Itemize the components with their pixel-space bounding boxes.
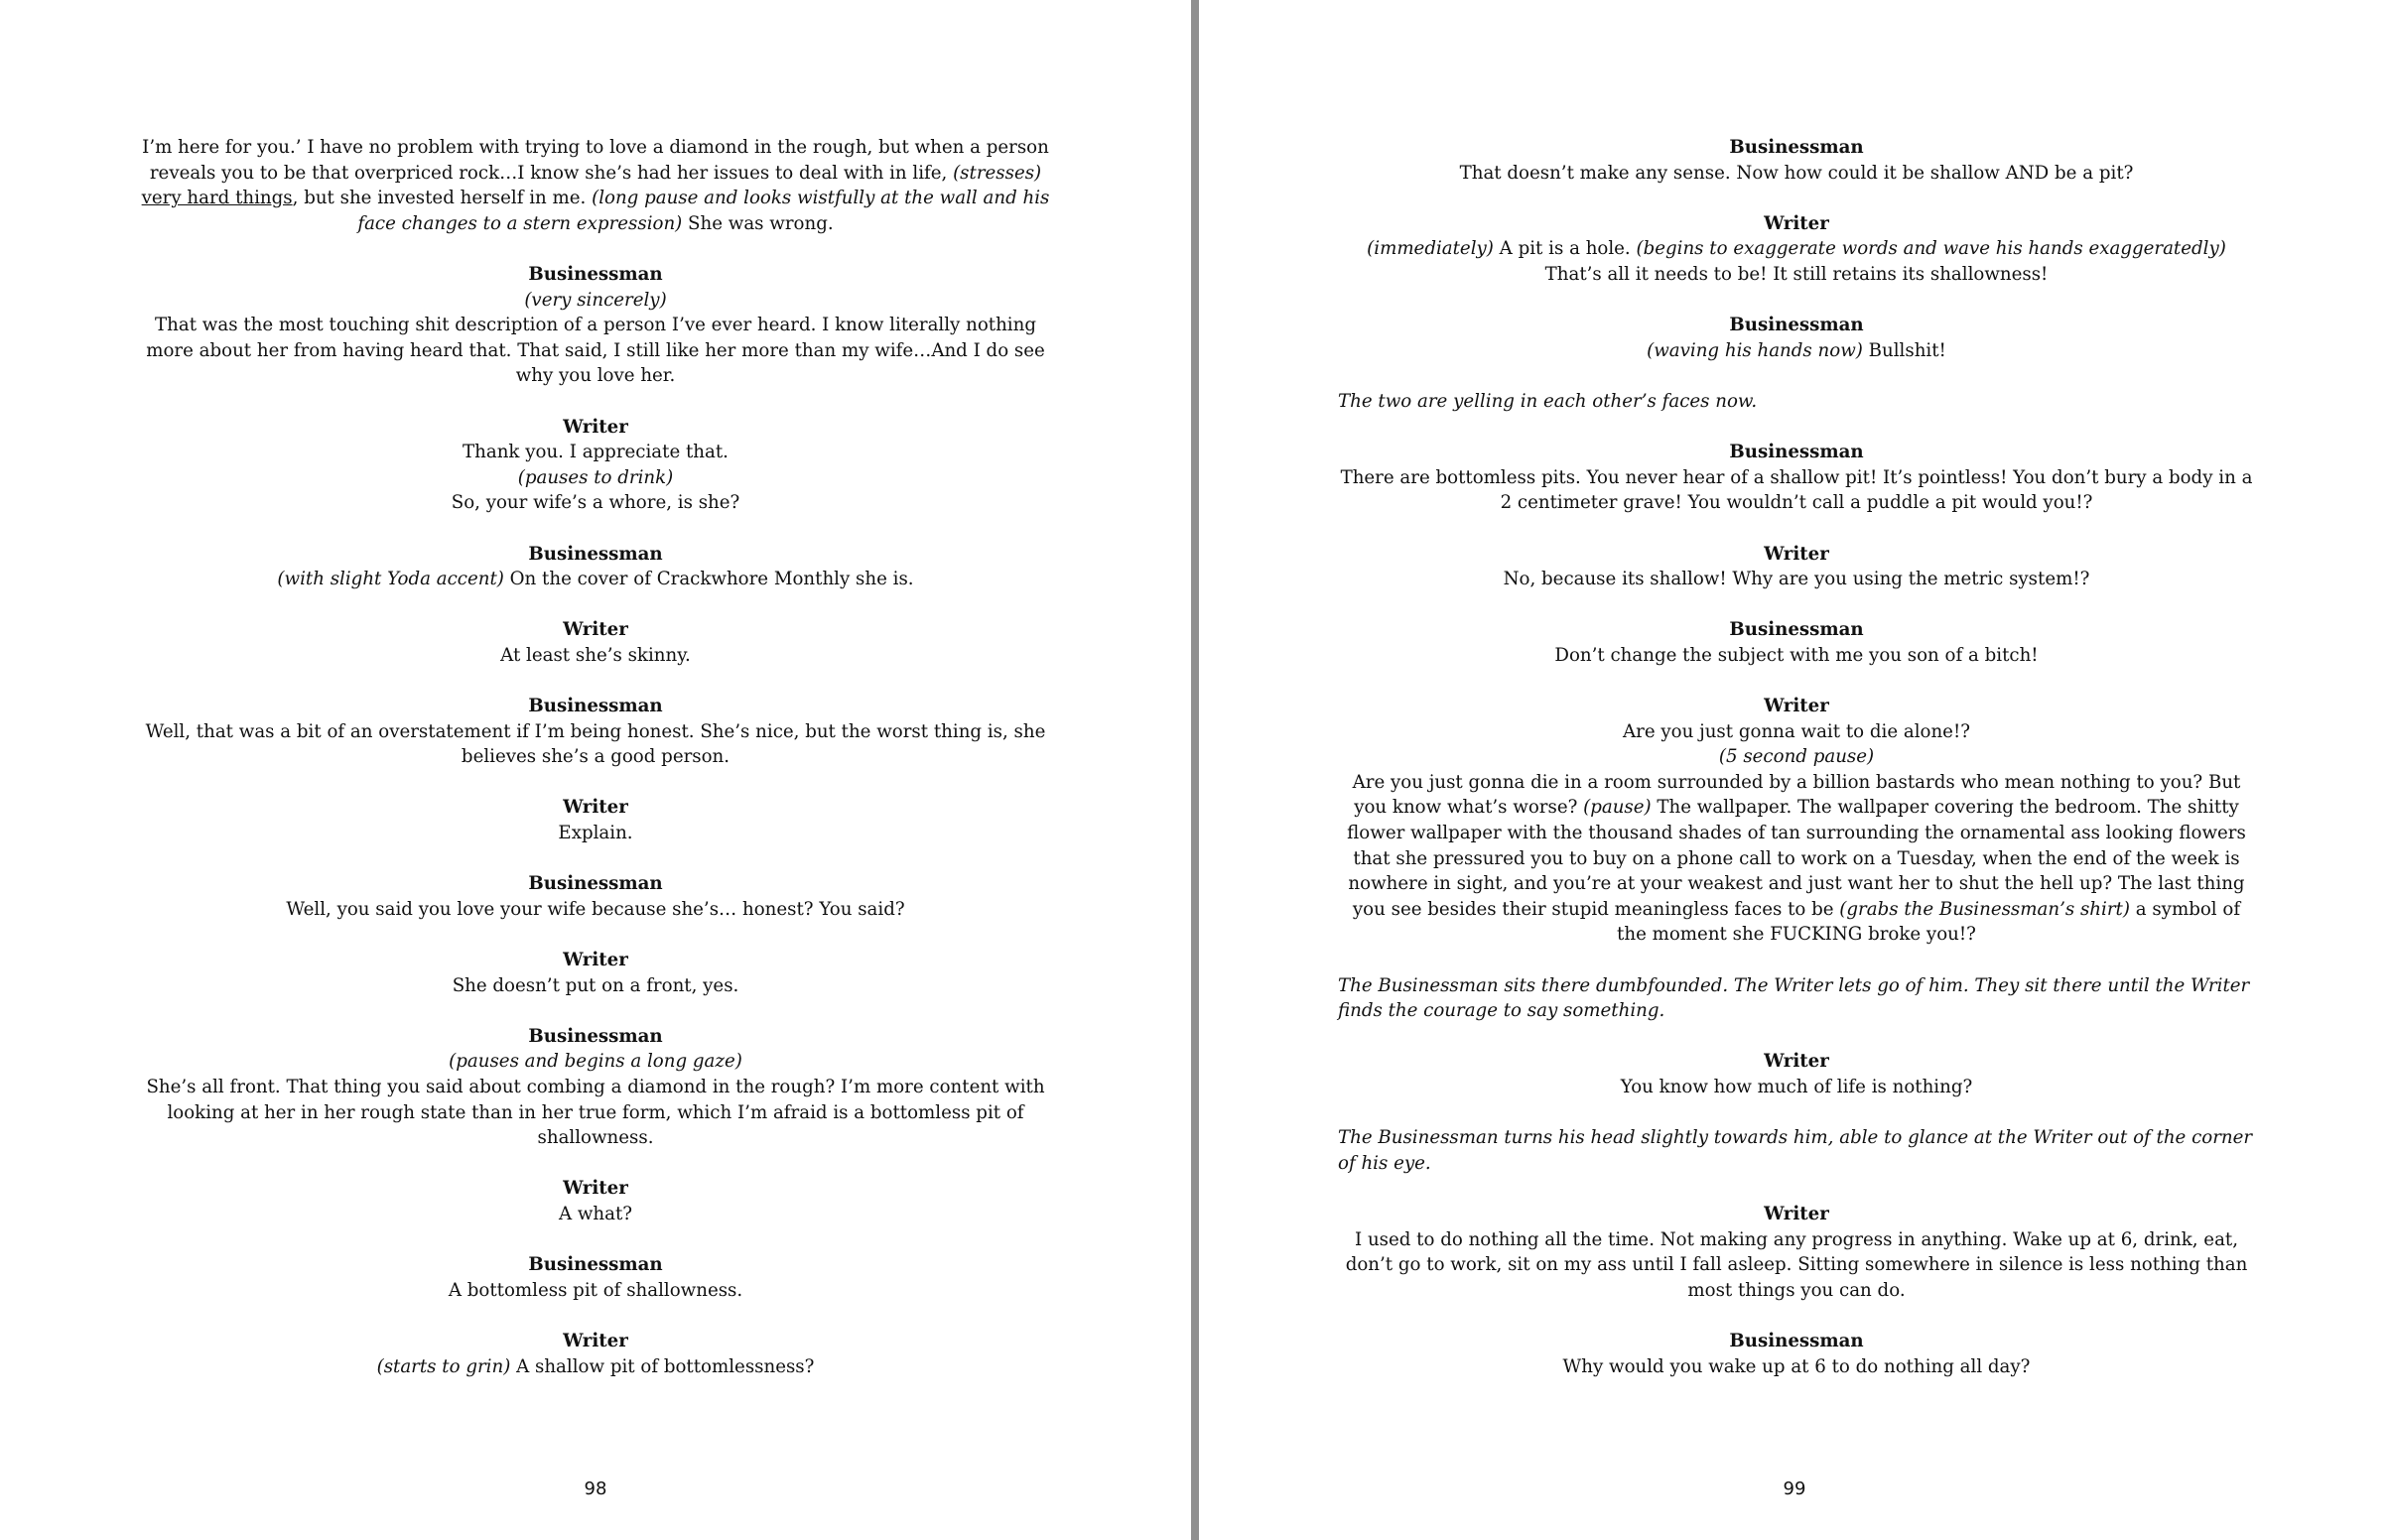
left-page-text — [141, 135, 1050, 1405]
parenthetical: (pauses and begins a long gaze) — [449, 1051, 742, 1073]
dialogue-text: So, your wife’s a whore, is she? — [451, 492, 740, 514]
underlined-text: very hard things — [141, 188, 293, 209]
dialogue-block — [141, 871, 1050, 922]
speaker-name: Businessman — [528, 263, 663, 285]
speaker-name: Writer — [1764, 212, 1829, 234]
right-page-text — [1338, 135, 2255, 1405]
speaker-name: Writer — [563, 619, 628, 641]
dialogue-block — [141, 617, 1050, 668]
dialogue-text: That doesn’t make any sense. Now how could it be shallow AND be a pit? — [1459, 162, 2134, 184]
speaker-name: Writer — [563, 1330, 628, 1351]
dialogue-text: Are you just gonna die in a room surrounded by a billion bastards who mean nothing to you? But you know what’s worse? — [1352, 771, 2241, 819]
dialogue-block — [141, 415, 1050, 516]
parenthetical: (waving his hands now) — [1647, 339, 1863, 361]
parenthetical: (pause) — [1583, 797, 1652, 819]
parenthetical: (grabs the Businessman’s shirt) — [1839, 898, 2130, 920]
parenthetical: (begins to exaggerate words and wave his hands exaggeratedly) — [1636, 238, 2226, 260]
page-number: 98 — [584, 1478, 607, 1499]
parenthetical: (5 second pause) — [1718, 746, 1875, 768]
dialogue-text: She doesn’t put on a front, yes. — [452, 974, 739, 996]
dialogue-block — [141, 1329, 1050, 1379]
dialogue-text: a symbol of the moment she FUCKING broke you!? — [1617, 898, 2241, 946]
dialogue-text: Bullshit! — [1862, 339, 1946, 361]
page-divider — [1191, 0, 1199, 1540]
parenthetical: (long pause and looks wistfully at the wall and his face changes to a stern expression) — [357, 188, 1050, 234]
right-page — [1199, 0, 2390, 1540]
speaker-name: Businessman — [1729, 619, 1864, 641]
dialogue-text: Well, you said you love your wife because she’s… honest? You said? — [286, 898, 905, 920]
speaker-name: Businessman — [1729, 137, 1864, 158]
speaker-name: Businessman — [528, 1025, 663, 1047]
dialogue-block — [141, 1176, 1050, 1226]
dialogue-text: You know how much of life is nothing? — [1620, 1076, 1973, 1097]
dialogue-block — [141, 1024, 1050, 1151]
parenthetical: (stresses) — [953, 162, 1042, 184]
speaker-name: Writer — [563, 797, 628, 819]
dialogue-text: She was wrong. — [682, 212, 834, 234]
dialogue-text: On the cover of Crackwhore Monthly she is. — [503, 569, 914, 590]
dialogue-block — [1338, 135, 2255, 186]
dialogue-text: At least she’s skinny. — [500, 644, 691, 666]
page-number: 99 — [1783, 1478, 1806, 1499]
dialogue-text: I used to do nothing all the time. Not making any progress in anything. Wake up at 6, drink, eat, don’t go to work, sit on my ass until I fall asleep. Sitting somewhere in silence is less nothing than most things you can do. — [1345, 1228, 2248, 1301]
dialogue-text: A bottomless pit of shallowness. — [448, 1279, 743, 1301]
stage-direction: The Businessman turns his head slightly towards him, able to glance at the Writer out of the corner of his eye. — [1338, 1127, 2253, 1174]
stage-direction: The two are yelling in each other’s faces now. — [1338, 390, 1758, 412]
speaker-name: Writer — [563, 950, 628, 970]
dialogue-block — [141, 795, 1050, 845]
dialogue-block — [141, 694, 1050, 770]
dialogue-text: A shallow pit of bottomlessness? — [510, 1355, 815, 1377]
dialogue-text: A what? — [558, 1203, 633, 1224]
speaker-name: Businessman — [528, 1254, 663, 1276]
parenthetical: (very sincerely) — [524, 289, 667, 311]
dialogue-block — [1338, 542, 2255, 592]
speaker-name: Businessman — [1729, 442, 1864, 463]
speaker-name: Writer — [1764, 1203, 1829, 1224]
speaker-name: Writer — [563, 1178, 628, 1200]
parenthetical: (pauses to drink) — [517, 466, 674, 488]
dialogue-text: Explain. — [558, 823, 633, 844]
dialogue-continuation — [141, 135, 1050, 236]
dialogue-text: , but she invested herself in me. — [292, 188, 593, 209]
dialogue-block — [1338, 1329, 2255, 1379]
speaker-name: Writer — [563, 416, 628, 438]
dialogue-block — [141, 1252, 1050, 1303]
speaker-name: Writer — [1764, 1051, 1829, 1073]
dialogue-text: Are you just gonna wait to die alone!? — [1622, 720, 1971, 742]
left-page — [0, 0, 1191, 1540]
dialogue-block — [1338, 211, 2255, 288]
dialogue-block — [1338, 1202, 2255, 1303]
speaker-name: Writer — [1764, 543, 1829, 565]
speaker-name: Businessman — [528, 696, 663, 717]
speaker-name: Writer — [1764, 696, 1829, 717]
dialogue-text: She’s all front. That thing you said about combing a diamond in the rough? I’m more content with looking at her in her rough state than in her true form, which I’m afraid is a bottomless pit of shallowness. — [146, 1076, 1045, 1149]
dialogue-block — [1338, 694, 2255, 948]
dialogue-text: That was the most touching shit description of a person I’ve ever heard. I know literally nothing more about her from having heard that. That said, I still like her more than my wife…And I do see why you love her. — [146, 315, 1045, 387]
dialogue-block — [141, 262, 1050, 389]
speaker-name: Businessman — [1729, 315, 1864, 336]
stage-direction: The Businessman sits there dumbfounded. The Writer lets go of him. They sit there until the Writer finds the courage to say something. — [1338, 974, 2250, 1022]
dialogue-text: The wallpaper. The wallpaper covering the bedroom. The shitty flower wallpaper with the thousand shades of tan surrounding the ornamental ass looking flowers that she pressured you to buy on a phone call to work on a Tuesday, when the end of the week is nowhere in sight, and you’re at your weakest and just want her to shut the hell up? The last thing you see besides their stupid meaningless faces to be — [1347, 797, 2246, 920]
parenthetical: (immediately) — [1367, 238, 1494, 260]
speaker-name: Businessman — [528, 543, 663, 565]
dialogue-block — [1338, 440, 2255, 516]
parenthetical: (starts to grin) — [376, 1355, 511, 1377]
dialogue-text: A pit is a hole. — [1493, 238, 1637, 260]
dialogue-block — [1338, 617, 2255, 668]
dialogue-text: Don’t change the subject with me you son of a bitch! — [1554, 644, 2039, 666]
dialogue-text: There are bottomless pits. You never hear of a shallow pit! It’s pointless! You don’t bury a body in a 2 centimeter grave! You wouldn’t call a puddle a pit would you!? — [1340, 466, 2253, 514]
dialogue-block — [141, 948, 1050, 998]
dialogue-text: I’m here for you.’ I have no problem with trying to love a diamond in the rough, but when a person reveals you to be that overpriced rock…I know she’s had her issues to deal with in life, — [142, 137, 1049, 184]
speaker-name: Businessman — [528, 873, 663, 895]
dialogue-block — [1338, 313, 2255, 363]
dialogue-block — [141, 542, 1050, 592]
speaker-name: Businessman — [1729, 1330, 1864, 1351]
dialogue-text: Well, that was a bit of an overstatement if I’m being honest. She’s nice, but the worst thing is, she believes she’s a good person. — [145, 720, 1046, 768]
parenthetical: (with slight Yoda accent) — [277, 569, 504, 590]
dialogue-text: No, because its shallow! Why are you using the metric system!? — [1503, 569, 2090, 590]
dialogue-text: Why would you wake up at 6 to do nothing all day? — [1562, 1355, 2031, 1377]
dialogue-block — [1338, 1049, 2255, 1099]
dialogue-text: That’s all it needs to be! It still retains its shallowness! — [1544, 263, 2049, 285]
dialogue-text: Thank you. I appreciate that. — [463, 442, 729, 463]
